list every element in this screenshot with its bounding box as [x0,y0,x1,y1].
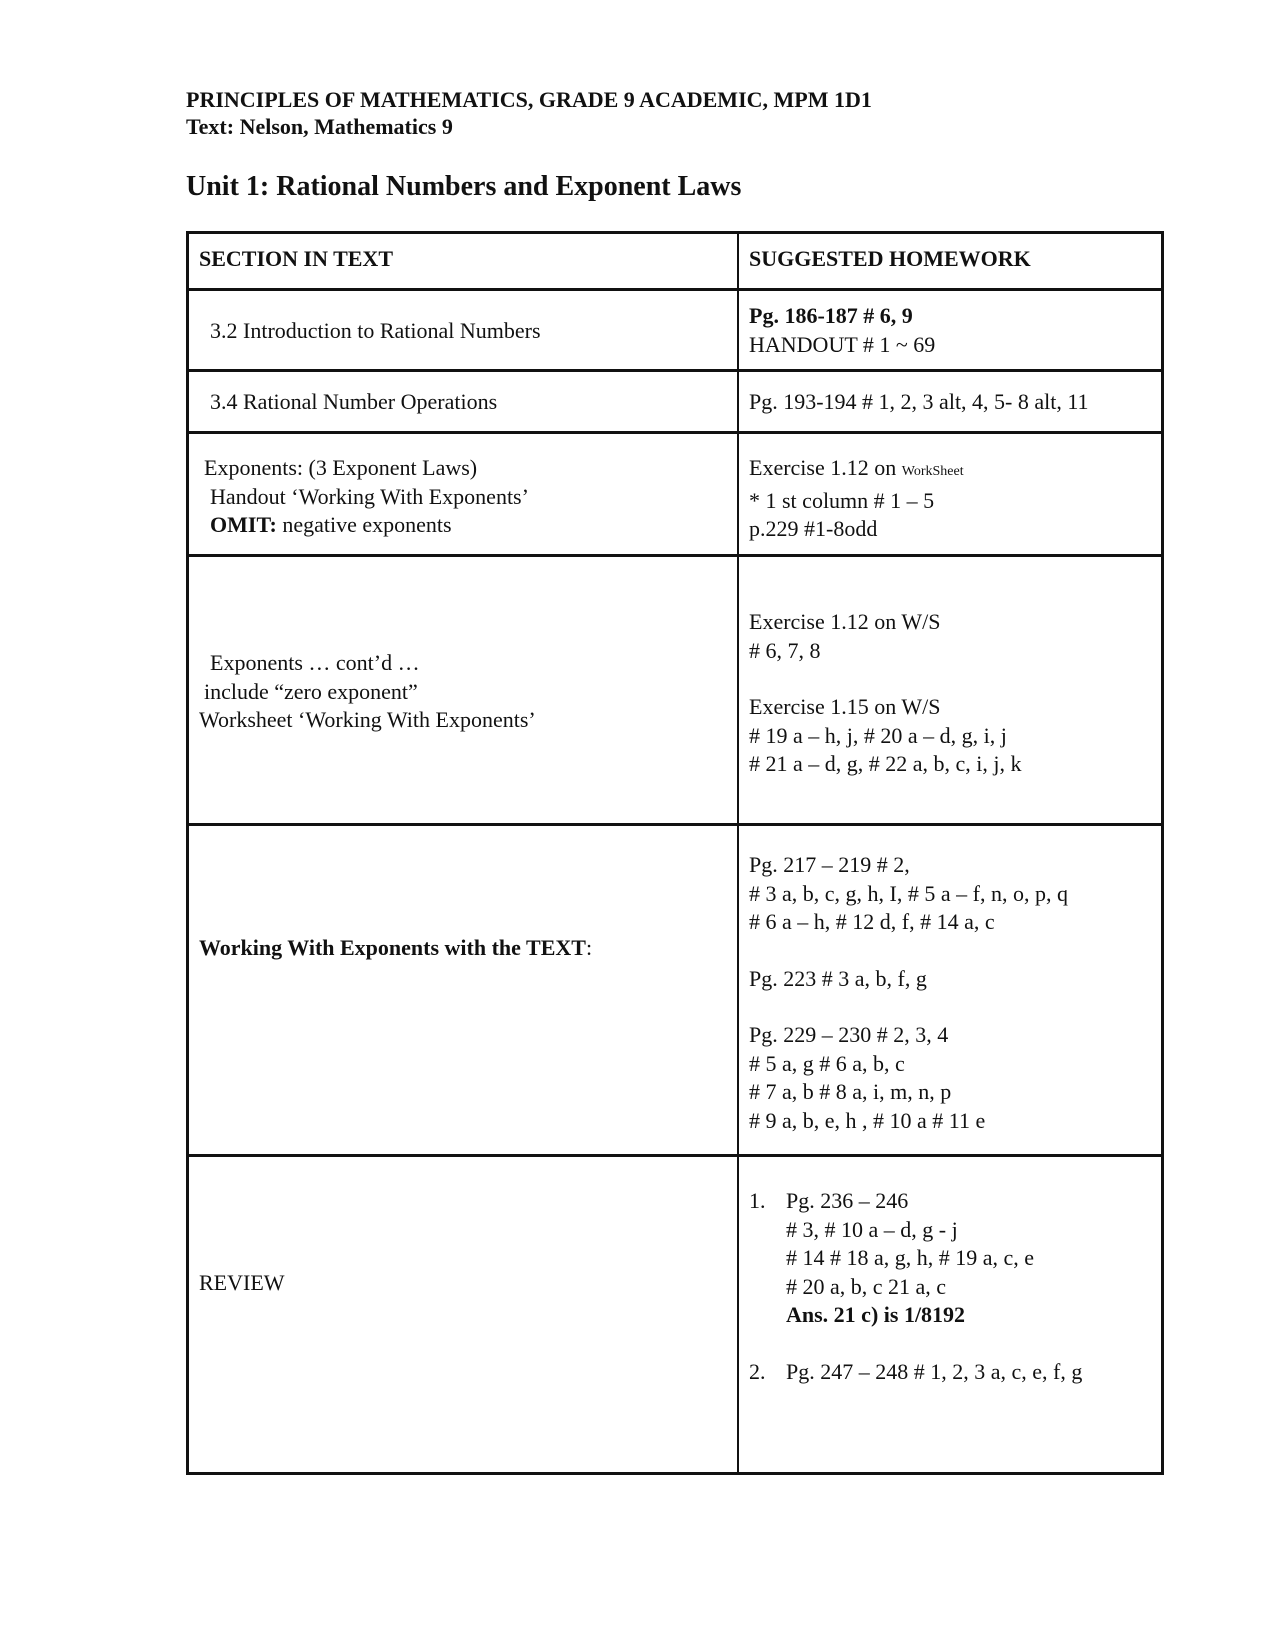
row-divider [189,288,1161,291]
table-row-homework: Pg. 217 – 219 # 2, # 3 a, b, c, g, h, I, # 5 a – f, n, o, p, q # 6 a – h, # 12 d, f, # 14 a, c Pg. 223 # 3 a, b, f, g Pg. 229 – 230 # 2, 3, 4 # 5 a, g # 6 a, b, c # 7 a, b # 8 a, i, m, n, p # 9 a, b, e, h , # 10 a # 11 e [749,852,1068,1133]
list-item: 1. Pg. 236 – 246 # 3, # 10 a – d, g - j # 14 # 18 a, g, h, # 19 a, c, e # 20 a, b, c 21 a, c Ans. 21 c) is 1/8192 [749,1188,1035,1327]
textbook-line: Text: Nelson, Mathematics 9 [186,114,453,139]
row-divider [189,823,1161,826]
table-row-homework: Exercise 1.12 on W/S # 6, 7, 8 Exercise 1.15 on W/S # 19 a – h, j, # 20 a – d, g, i, j # 21 a – d, g, # 22 a, b, c, i, j, k [749,609,1022,776]
row-divider [189,431,1161,434]
unit-title: Unit 1: Rational Numbers and Exponent Laws [186,171,742,202]
table-row-section: 3.4 Rational Number Operations [210,389,498,414]
table-row-section: Working With Exponents with the TEXT: [199,935,593,960]
homework-table [186,231,1164,1475]
table-row-section: Exponents … cont’d … include “zero exponent” Worksheet ‘Working With Exponents’ [199,650,536,732]
table-row-homework: Pg. 193-194 # 1, 2, 3 alt, 4, 5- 8 alt, 11 [749,389,1089,414]
course-title: PRINCIPLES OF MATHEMATICS, GRADE 9 ACADEMIC, MPM 1D1 [186,87,872,112]
row-divider [189,554,1161,557]
table-row-homework [749,1187,1082,1386]
list-item: 2. Pg. 247 – 248 # 1, 2, 3 a, c, e, f, g [749,1358,1083,1384]
table-row-section: REVIEW [199,1270,285,1295]
table-row-homework: Exercise 1.12 on WorkSheet * 1 st column # 1 – 5 p.229 #1-8odd [749,455,964,541]
row-divider [189,1154,1161,1157]
table-row-section: 3.2 Introduction to Rational Numbers [210,318,541,343]
column-divider [737,234,739,1472]
column-header-section: SECTION IN TEXT [199,246,393,271]
row-divider [189,369,1161,372]
table-row-section: Exponents: (3 Exponent Laws) Handout ‘Working With Exponents’ OMIT: negative exponents [204,455,529,537]
table-row-homework: Pg. 186-187 # 6, 9 HANDOUT # 1 ~ 69 [749,303,936,357]
column-header-homework: SUGGESTED HOMEWORK [749,246,1031,271]
